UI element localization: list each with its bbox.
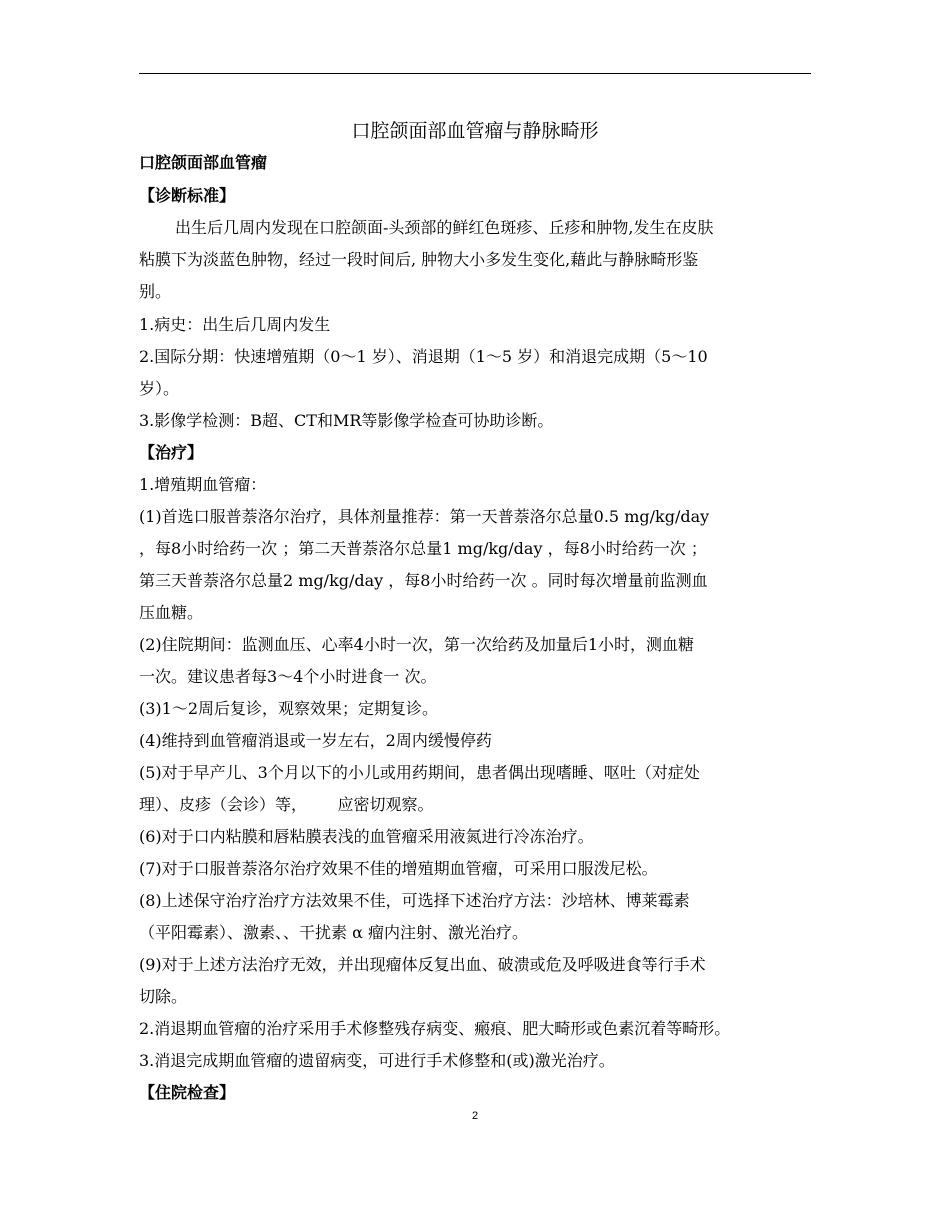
section-heading: 口腔颌面部血管瘤 [139,153,268,172]
list-item: (8)上述保守治疗治疗方法效果不佳，可选择下述治疗方法：沙培林、博莱霉素 [139,891,690,910]
list-item: 1.增殖期血管瘤： [139,475,267,494]
page-number: 2 [471,1110,479,1122]
document-title: 口腔颌面部血管瘤与静脉畸形 [351,120,599,142]
header-rule [139,73,811,74]
list-item-cont: （平阳霉素）、激素、、干扰素 α 瘤内注射、激光治疗。 [139,923,528,942]
list-item: 1.病史：出生后几周内发生 [139,315,331,334]
paragraph-line: 别。 [139,282,172,301]
list-item: (1)首选口服普萘洛尔治疗，具体剂量推荐：第一天普萘洛尔总量0.5 mg/kg/day [139,507,710,526]
subsection-heading: 【诊断标准】 [139,186,236,205]
subsection-heading: 【住院检查】 [139,1083,236,1102]
list-item: 3.影像学检测：B超、CT和MR等影像学检查可协助诊断。 [139,411,554,430]
list-item-cont: 切除。 [139,987,188,1006]
list-item: 3.消退完成期血管瘤的遗留病变，可进行手术修整和(或)激光治疗。 [139,1051,615,1070]
list-item-cont: 理）、皮疹（会诊）等， 应密切观察。 [139,795,434,814]
list-item-cont: 压血糖。 [139,603,204,622]
list-item: (4)维持到血管瘤消退或一岁左右，2周内缓慢停药 [139,731,492,750]
list-item: (9)对于上述方法治疗无效，并出现瘤体反复出血、破溃或危及呼吸进食等行手术 [139,955,706,974]
list-item: (2)住院期间：监测血压、心率4小时一次，第一次给药及加量后1小时，测血糖 [139,635,695,654]
list-item-cont: 岁）。 [139,379,180,398]
paragraph-line: 粘膜下为淡蓝色肿物，经过一段时间后, 肿物大小多发生变化,藉此与静脉畸形鉴 [139,250,699,269]
list-item-cont: ，每8小时给药一次 ；第二天普萘洛尔总量1 mg/kg/day ，每8小时给药一次 ； [139,539,707,558]
list-item: (5)对于早产儿、3个月以下的小儿或用药期间，患者偶出现嗜睡、呕吐（对症处 [139,763,700,782]
list-item: (3)1～2周后复诊，观察效果；定期复诊。 [139,699,439,718]
subsection-heading: 【治疗】 [139,443,204,462]
list-item: (7)对于口服普萘洛尔治疗效果不佳的增殖期血管瘤，可采用口服泼尼松。 [139,859,658,878]
list-item-cont: 一次。建议患者每3～4个小时进食一 次。 [139,667,437,686]
list-item: (6)对于口内粘膜和唇粘膜表浅的血管瘤采用液氮进行冷冻治疗。 [139,827,594,846]
list-item: 2.国际分期：快速增殖期（0～1 岁）、消退期（1～5 岁）和消退完成期（5～10 [139,347,708,366]
list-item-cont: 第三天普萘洛尔总量2 mg/kg/day ，每8小时给药一次 。同时每次增量前监测血 [139,571,708,590]
list-item: 2.消退期血管瘤的治疗采用手术修整残存病变、瘢痕、肥大畸形或色素沉着等畸形。 [139,1019,731,1038]
paragraph-line: 出生后几周内发现在口腔颌面-头颈部的鲜红色斑疹、丘疹和肿物,发生在皮肤 [175,218,714,237]
